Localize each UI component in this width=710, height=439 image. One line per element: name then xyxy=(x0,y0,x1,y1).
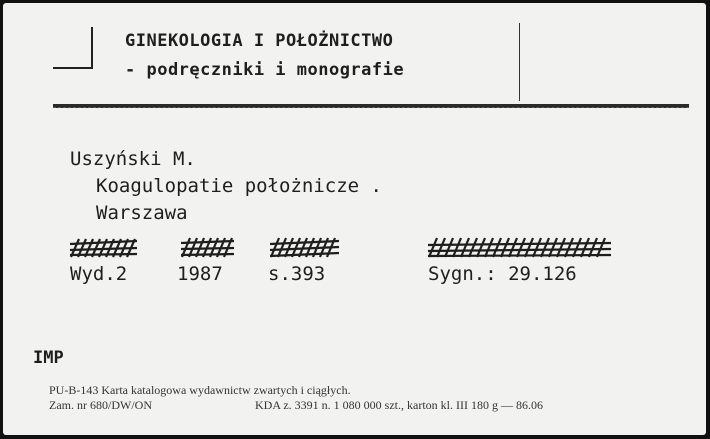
corner-mark-vertical xyxy=(91,27,93,69)
publication-year: 1987 xyxy=(177,263,223,285)
print-order-line xyxy=(49,398,543,413)
crossed-out-mark-pages xyxy=(269,235,341,261)
crossed-out-mark-edition xyxy=(69,235,139,261)
crossed-out-mark-year xyxy=(180,235,236,261)
subject-heading: GINEKOLOGIA I POŁOŻNICTWO xyxy=(125,31,394,51)
book-title: Koagulopatie położnicze . xyxy=(96,175,382,197)
order-number: Zam. nr 680/DW/ON xyxy=(49,398,152,412)
subject-subheading: - podręczniki i monografie xyxy=(125,60,405,80)
page-count: s.393 xyxy=(268,263,326,285)
publication-place: Warszawa xyxy=(96,202,188,224)
shelf-signature: Sygn.: 29.126 xyxy=(428,263,577,285)
header-divider xyxy=(519,23,520,101)
publisher: IMP xyxy=(33,348,64,368)
form-description: PU-B-143 Karta katalogowa wydawnictw zwartych i ciągłych. xyxy=(49,383,351,397)
header-rule xyxy=(53,104,689,108)
edition: Wyd.2 xyxy=(70,263,128,285)
catalog-card xyxy=(3,3,706,435)
corner-mark-horizontal xyxy=(53,67,93,69)
print-run-details: KDA z. 3391 n. 1 080 000 szt., karton kl. III 180 g — 86.06 xyxy=(255,398,543,412)
author-name: Uszyński M. xyxy=(70,148,196,170)
crossed-out-mark-signature xyxy=(427,235,613,261)
